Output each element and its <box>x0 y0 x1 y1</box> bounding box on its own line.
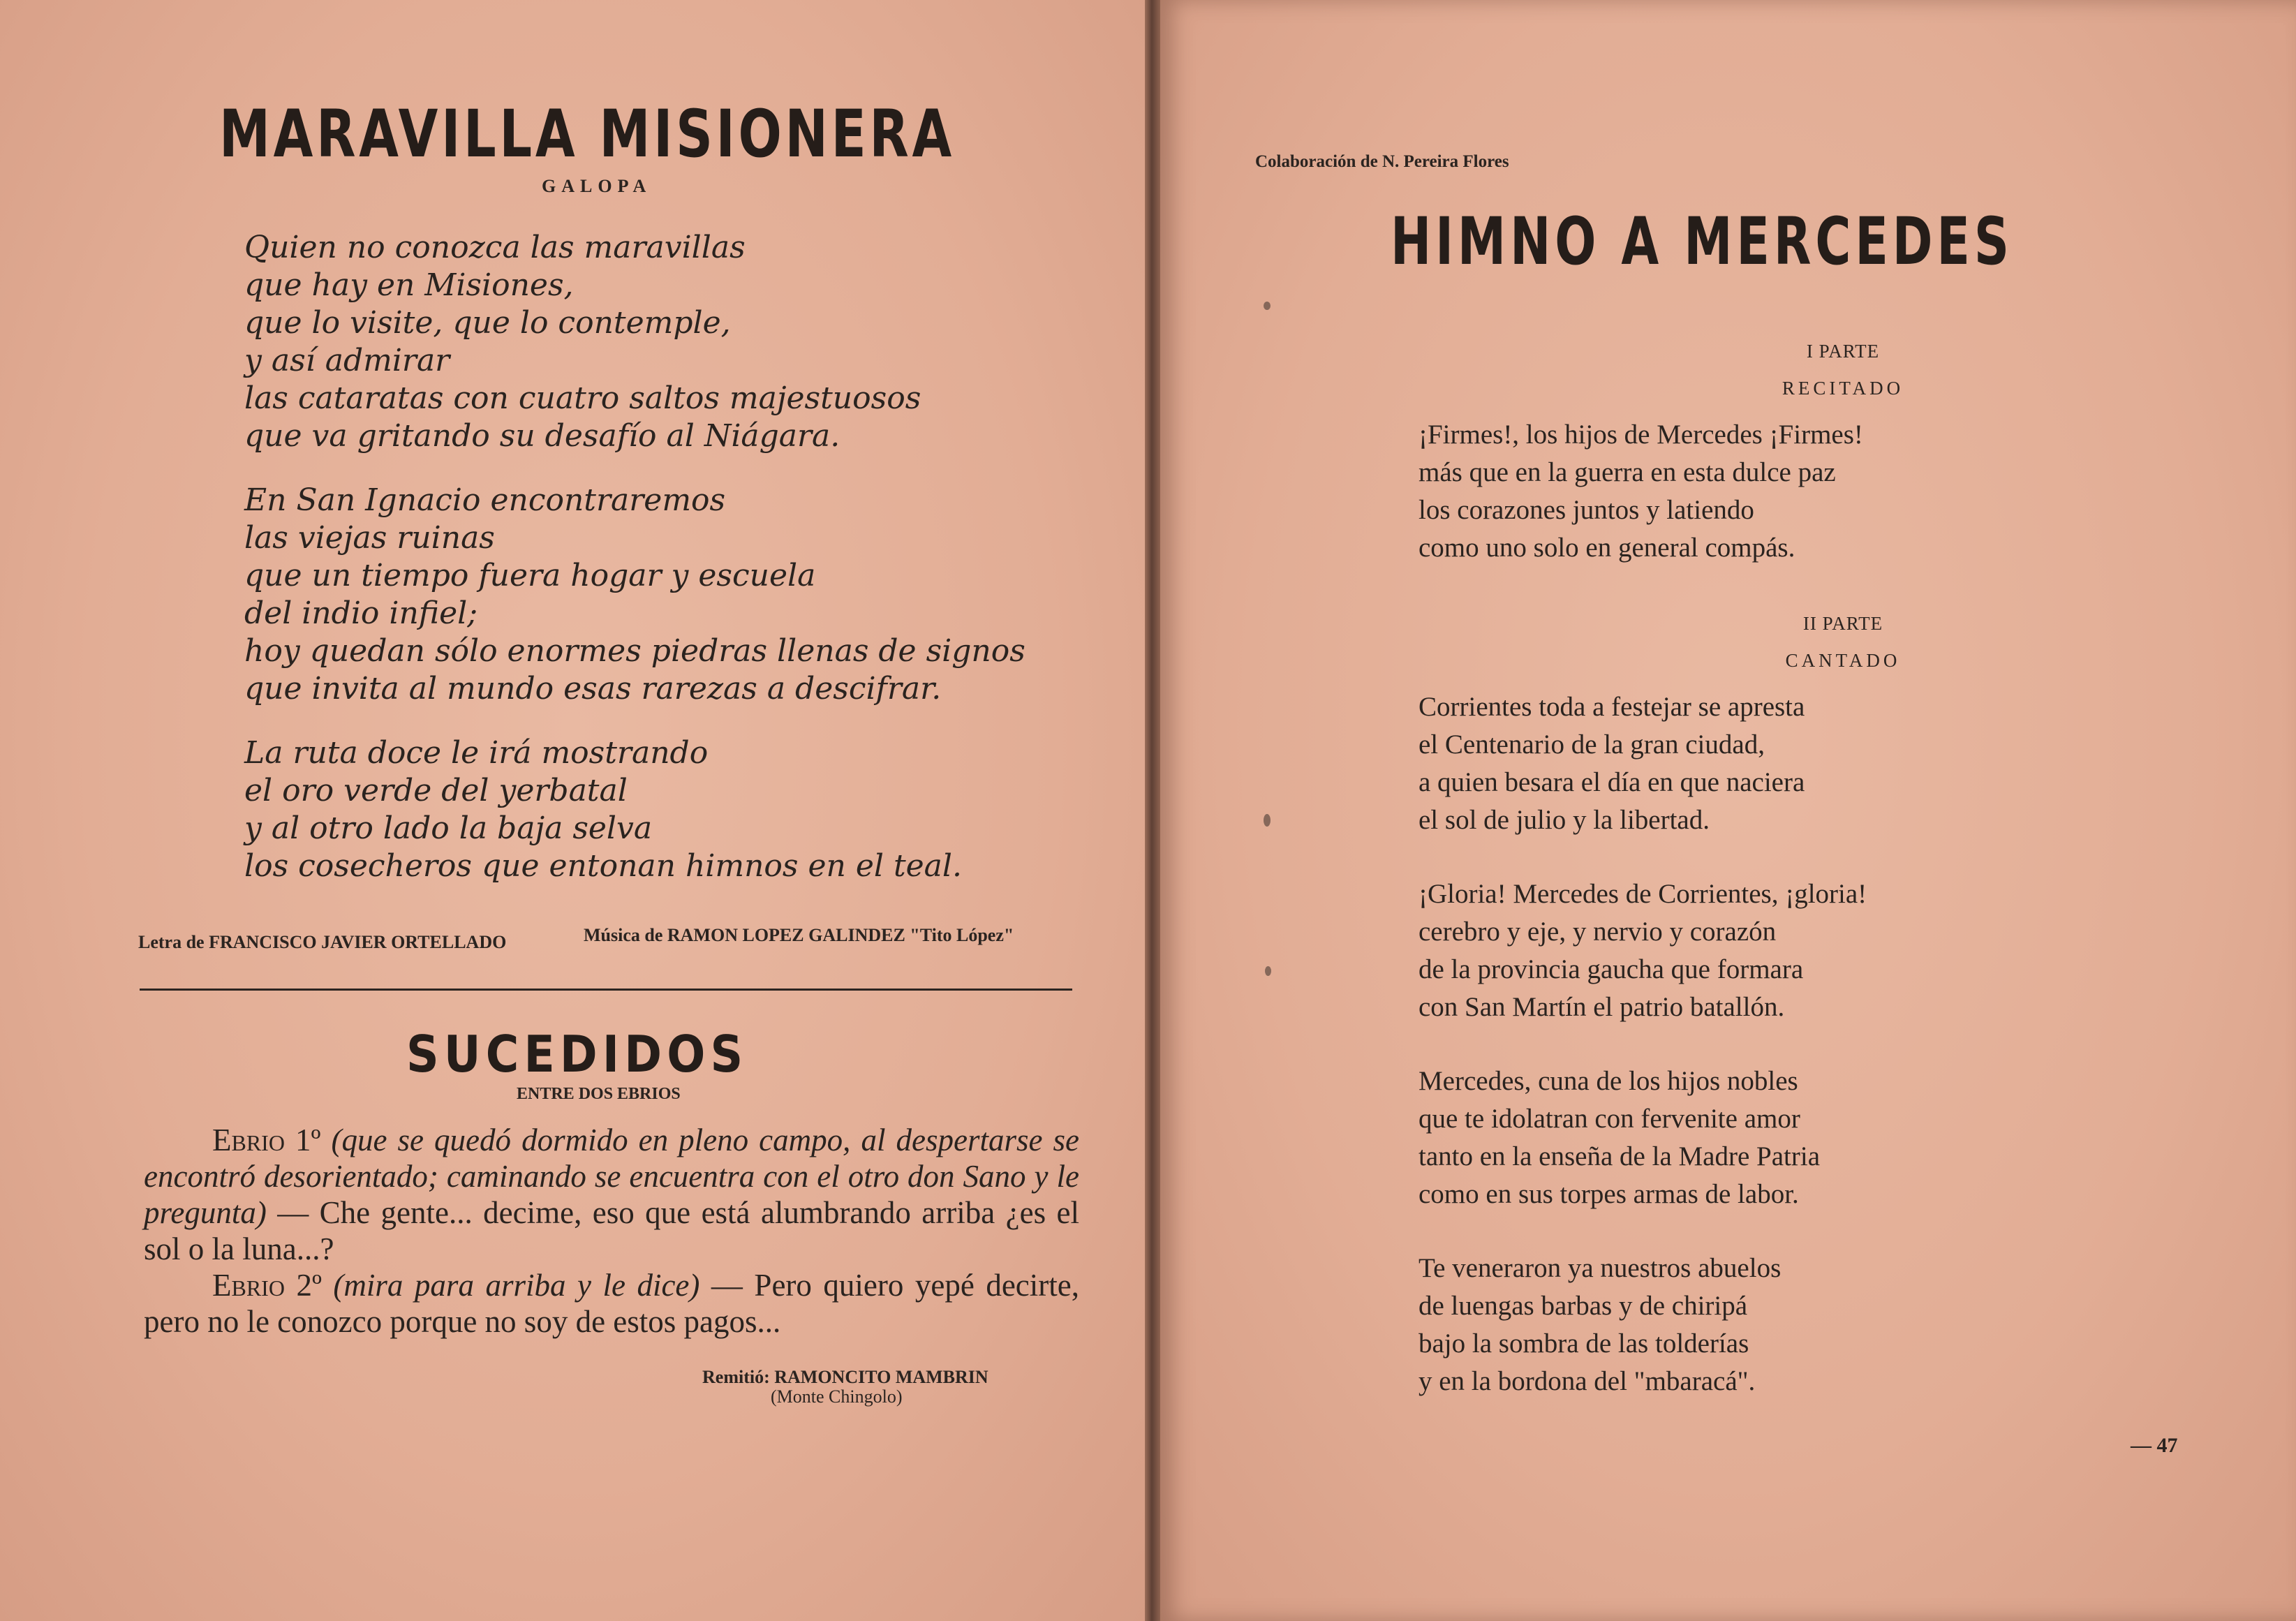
poem-stanza-2 <box>244 482 1025 708</box>
right-page <box>1160 0 2296 1621</box>
stage-direction-1: (que se quedó dormido en pleno campo, al despertarse se encontró desorientado; caminando se encuentra con el otro don Sano y le pregunta) <box>144 1123 1080 1230</box>
hymn-line: ¡Gloria! Mercedes de Corrientes, ¡gloria! <box>1419 879 1867 909</box>
poem-line: y al otro lado la baja selva <box>244 810 653 846</box>
hymn-line: Mercedes, cuna de los hijos nobles <box>1419 1066 1798 1096</box>
hymn-line: de la provincia gaucha que formara <box>1419 954 1804 984</box>
hymn-line: los corazones juntos y latiendo <box>1419 495 1754 525</box>
poem-line: Quien no conozca las maravillas <box>244 230 746 265</box>
hymn-line: que te idolatran con fervenite amor <box>1419 1104 1800 1134</box>
poem-line: que lo visite, que lo contemple, <box>244 305 731 341</box>
poem-line: y así admirar <box>244 343 450 378</box>
poem-line: las cataratas con cuatro saltos majestuosos <box>244 380 921 416</box>
story-body <box>144 1122 1079 1340</box>
part-2-body <box>1419 688 1867 1437</box>
collaboration-credit: Colaboración de N. Pereira Flores <box>1255 152 1509 171</box>
hymn-line: más que en la guerra en esta dulce paz <box>1419 457 1836 487</box>
poem-line: los cosecheros que entonan himnos en el teal. <box>244 848 962 884</box>
paper-speck <box>1265 966 1271 976</box>
dialogue-1 <box>144 1122 1079 1267</box>
hymn-line: con San Martín el patrio batallón. <box>1419 992 1785 1022</box>
poem-line: que un tiempo fuera hogar y escuela <box>244 558 816 593</box>
part-1-type: RECITADO <box>1782 378 1904 399</box>
poem-stanza-3 <box>244 734 1025 885</box>
stage-direction-2: (mira para arriba y le dice) <box>333 1268 700 1303</box>
part-1-header <box>1493 341 2193 399</box>
hymn-line: a quien besara el día en que naciera <box>1419 767 1805 797</box>
poem-line: En San Ignacio encontraremos <box>244 482 726 518</box>
part-2-label: II PARTE <box>1802 613 1883 634</box>
hymn-stanza-3 <box>1419 1063 1867 1213</box>
poem-line: hoy quedan sólo enormes piedras llenas de signos <box>244 633 1025 669</box>
hymn-stanza-2 <box>1419 875 1867 1026</box>
page-number: — 47 <box>2131 1434 2178 1457</box>
poem-line: que va gritando su desafío al Niágara. <box>244 418 840 454</box>
sender-credit: Remitió: RAMONCITO MAMBRIN <box>702 1367 988 1387</box>
hymn-line: y en la bordona del "mbaracá". <box>1419 1366 1756 1396</box>
music-credit: Música de RAMON LOPEZ GALINDEZ "Tito López" <box>584 925 1014 945</box>
speaker-2: Ebrio 2º <box>212 1268 322 1303</box>
left-page <box>0 0 1146 1621</box>
poem-line: que invita al mundo esas rarezas a descifrar. <box>244 671 942 706</box>
part-2-header <box>1493 613 2193 672</box>
hymn-line: Corrientes toda a festejar se apresta <box>1419 692 1805 722</box>
part-1-stanza <box>1419 416 1863 567</box>
poem-line: del indio infiel; <box>244 595 478 631</box>
poem-line: La ruta doce le irá mostrando <box>244 735 709 771</box>
speaker-1: Ebrio 1º <box>212 1123 321 1157</box>
section-divider <box>140 989 1072 991</box>
hymn-stanza-4 <box>1419 1250 1867 1400</box>
story-subtitle: ENTRE DOS EBRIOS <box>517 1085 681 1103</box>
hymn-line: cerebro y eje, y nervio y corazón <box>1419 917 1777 947</box>
hymn-line: el sol de julio y la libertad. <box>1419 805 1710 835</box>
poem-title: MARAVILLA MISIONERA <box>219 96 955 172</box>
part-1-label: I PARTE <box>1806 341 1880 362</box>
hymn-line: Te veneraron ya nuestros abuelos <box>1419 1253 1782 1283</box>
hymn-line: bajo la sombra de las tolderías <box>1419 1328 1749 1359</box>
poem-line: el oro verde del yerbatal <box>244 773 628 808</box>
hymn-line: de luengas barbas y de chiripá <box>1419 1291 1748 1321</box>
hymn-line: el Centenario de la gran ciudad, <box>1419 730 1765 760</box>
hymn-line: tanto en la enseña de la Madre Patria <box>1419 1141 1821 1171</box>
story-title: SUCEDIDOS <box>406 1025 748 1083</box>
hymn-line: ¡Firmes!, los hijos de Mercedes ¡Firmes! <box>1419 420 1863 450</box>
hymn-title: HIMNO A MERCEDES <box>1391 204 2013 280</box>
dialogue-2 <box>144 1267 1079 1340</box>
poem-subtitle: GALOPA <box>542 176 652 196</box>
poem-line: que hay en Misiones, <box>244 267 574 303</box>
part-2-type: CANTADO <box>1785 650 1901 671</box>
lyrics-credit: Letra de FRANCISCO JAVIER ORTELLADO <box>138 932 507 952</box>
speech-2: — Pero quiero yepé decirte, pero no le conozco porque no soy de estos pagos... <box>144 1268 1079 1339</box>
hymn-line: como uno solo en general compás. <box>1419 533 1795 563</box>
hymn-stanza-1 <box>1419 688 1867 839</box>
hymn-line: como en sus torpes armas de labor. <box>1419 1179 1799 1209</box>
book-gutter <box>1145 0 1160 1621</box>
paper-speck <box>1264 302 1271 310</box>
sender-place: (Monte Chingolo) <box>771 1386 903 1407</box>
poem-stanza-1 <box>244 229 1025 455</box>
poem-body <box>244 229 1025 912</box>
poem-line: las viejas ruinas <box>244 520 495 556</box>
speech-1: — Che gente... decime, eso que está alumbrando arriba ¿es el sol o la luna...? <box>144 1195 1079 1266</box>
paper-speck <box>1264 814 1271 827</box>
